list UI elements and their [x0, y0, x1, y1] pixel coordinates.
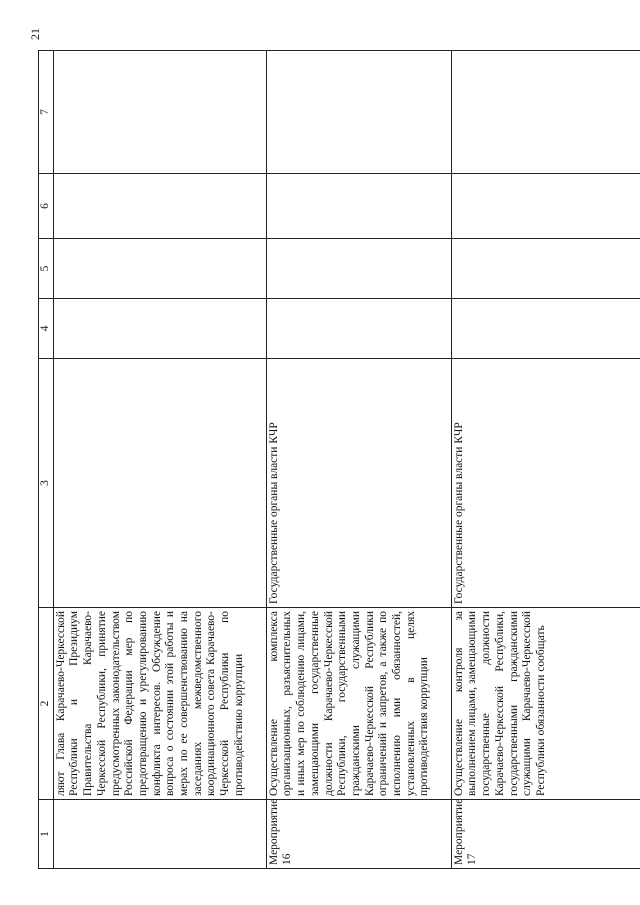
measures-table	[38, 50, 640, 869]
table-cell	[451, 299, 640, 359]
table-cell	[266, 299, 451, 359]
header-row	[39, 51, 54, 869]
measure-description-cell	[53, 608, 266, 800]
table-cell	[451, 174, 640, 239]
table-cell	[451, 51, 640, 174]
table-cell	[53, 174, 266, 239]
table-cell	[451, 239, 640, 299]
measure-description-cell	[266, 608, 451, 800]
table-cell	[266, 174, 451, 239]
page-number: 21	[28, 28, 42, 40]
table-cell	[53, 299, 266, 359]
table-cell	[266, 239, 451, 299]
table-row	[266, 51, 451, 869]
measure-id-cell: Мероприятие 17	[451, 800, 640, 869]
executor-cell: Государственные органы власти КЧР	[266, 359, 451, 608]
measure-id-cell: Мероприятие 16	[266, 800, 451, 869]
header-cell: 4	[39, 299, 54, 359]
measure-id-cell	[53, 800, 266, 869]
table-cell	[53, 51, 266, 174]
table-cell	[53, 239, 266, 299]
header-cell: 2	[39, 608, 54, 800]
table-row	[451, 51, 640, 869]
executor-cell: Государственные органы власти КЧР	[451, 359, 640, 608]
header-cell: 5	[39, 239, 54, 299]
header-cell: 7	[39, 51, 54, 174]
measure-description-cell	[451, 608, 640, 800]
table-cell	[266, 51, 451, 174]
table-row	[53, 51, 266, 869]
measure-description-text: ляют Глава Карачаево-Черкесской Республики и Президиум Правительства Карачаево-Черкесской Республики, принятие предусмотренных законодательством Российской Федерации мер по предотвращению и урегулированию конфликта интересов. Обсуждение вопроса о состоянии этой работы и мерах по ее совершенствованию на заседаниях межведомственного координационного совета Карачаево-Черкесской Республики по противодействию коррупции	[54, 611, 245, 796]
header-cell: 3	[39, 359, 54, 608]
executor-cell	[53, 359, 266, 608]
measure-description-text: Осуществление контроля за выполнением лицами, замещающими государственные должности Карачаево-Черкесской Республики, государственными гражданскими служащими Карачаево-Черкесской Республики обязанности сообщать	[452, 611, 547, 796]
header-cell: 1	[39, 800, 54, 869]
header-cell: 6	[39, 174, 54, 239]
measure-description-text: Осуществление комплекса организационных, разъяснительных и иных мер по соблюдению лицами, замещающими государственные должности Карачаево-Черкесской Республики, государственными гражданскими служащими Карачаево-Черкесской Республики ограничений и запретов, а также по исполнению ими обязанностей, установленных в целях противодействия коррупции	[267, 611, 431, 796]
